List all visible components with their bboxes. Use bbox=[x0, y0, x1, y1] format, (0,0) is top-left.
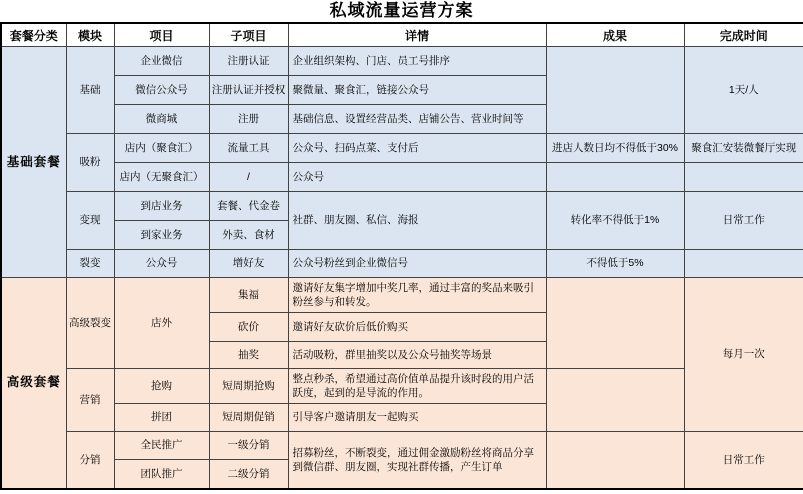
table-row bbox=[1, 278, 803, 313]
time-cell: 聚食汇安装微餐厅实现 bbox=[684, 134, 803, 163]
subproject-cell: 套餐、代金卷 bbox=[209, 192, 288, 221]
result-cell bbox=[546, 369, 684, 432]
detail-cell: 公众号、扫码点菜、支付后 bbox=[288, 134, 546, 163]
column-header-detail: 详情 bbox=[288, 23, 546, 47]
project-cell: 店外 bbox=[114, 278, 209, 369]
detail-cell: 活动吸粉，群里抽奖以及公众号抽奖等场景 bbox=[288, 342, 546, 369]
detail-cell: 邀请好友砍价后低价购买 bbox=[288, 313, 546, 342]
result-cell: 转化率不得低于1% bbox=[546, 192, 684, 250]
detail-cell: 招募粉丝，不断裂变，通过佣金激励粉丝将商品分享到微信群、朋友圈，实现社群传播，产生订单 bbox=[288, 432, 546, 489]
subproject-cell: 短周期促销 bbox=[209, 404, 288, 432]
result-cell bbox=[546, 432, 684, 489]
detail-cell: 企业组织架构、门店、员工号排序 bbox=[288, 47, 546, 76]
detail-cell: 社群、朋友圈、私信、海报 bbox=[288, 192, 546, 250]
project-cell: 抢购 bbox=[114, 369, 209, 404]
module-cell: 吸粉 bbox=[66, 134, 114, 192]
subproject-cell: 抽奖 bbox=[209, 342, 288, 369]
project-cell: 店内（聚食汇） bbox=[114, 134, 209, 163]
detail-cell: 聚微量、聚食汇，链接公众号 bbox=[288, 76, 546, 105]
table-row bbox=[1, 369, 803, 404]
detail-cell: 邀请好友集字增加中奖几率，通过丰富的奖品来吸引粉丝参与和转发。 bbox=[288, 278, 546, 313]
column-header-time: 完成时间 bbox=[684, 23, 803, 47]
result-cell: 进店人数日均不得低于30% bbox=[546, 134, 684, 163]
table-row bbox=[1, 134, 803, 163]
subproject-cell: 短周期抢购 bbox=[209, 369, 288, 404]
subproject-cell: / bbox=[209, 163, 288, 192]
project-cell: 店内（无聚食汇） bbox=[114, 163, 209, 192]
time-cell: 日常工作 bbox=[684, 192, 803, 250]
detail-cell: 基础信息、设置经营品类、店铺公告、营业时间等 bbox=[288, 105, 546, 134]
table-row bbox=[1, 47, 803, 76]
result-cell bbox=[546, 47, 684, 134]
project-cell: 公众号 bbox=[114, 250, 209, 278]
module-cell: 变现 bbox=[66, 192, 114, 250]
time-cell bbox=[684, 250, 803, 278]
subproject-cell: 二级分销 bbox=[209, 460, 288, 489]
column-header-subproject: 子项目 bbox=[209, 23, 288, 47]
column-header-module: 模块 bbox=[66, 23, 114, 47]
category-cell: 基础套餐 bbox=[1, 47, 66, 278]
result-cell: 不得低于5% bbox=[546, 250, 684, 278]
project-cell: 微商城 bbox=[114, 105, 209, 134]
column-header-result: 成果 bbox=[546, 23, 684, 47]
table-row bbox=[1, 163, 803, 192]
subproject-cell: 集福 bbox=[209, 278, 288, 313]
subproject-cell: 增好友 bbox=[209, 250, 288, 278]
project-cell: 拼团 bbox=[114, 404, 209, 432]
time-cell: 日常工作 bbox=[684, 432, 803, 489]
time-cell: 1天/人 bbox=[684, 47, 803, 134]
page-title: 私域流量运营方案 bbox=[329, 1, 474, 20]
project-cell: 团队推广 bbox=[114, 460, 209, 489]
subproject-cell: 外卖、食材 bbox=[209, 221, 288, 250]
category-cell: 高级套餐 bbox=[1, 278, 66, 489]
table-row bbox=[1, 432, 803, 460]
detail-cell: 引导客户邀请朋友一起购买 bbox=[288, 404, 546, 432]
subproject-cell: 注册认证 bbox=[209, 47, 288, 76]
project-cell: 微信公众号 bbox=[114, 76, 209, 105]
header-row bbox=[1, 23, 803, 47]
project-cell: 企业微信 bbox=[114, 47, 209, 76]
module-cell: 基础 bbox=[66, 47, 114, 134]
subproject-cell: 一级分销 bbox=[209, 432, 288, 460]
module-cell: 分销 bbox=[66, 432, 114, 489]
subproject-cell: 砍价 bbox=[209, 313, 288, 342]
module-cell: 高级裂变 bbox=[66, 278, 114, 369]
result-cell bbox=[546, 163, 684, 192]
project-cell: 到家业务 bbox=[114, 221, 209, 250]
column-header-project: 项目 bbox=[114, 23, 209, 47]
result-cell bbox=[546, 278, 684, 369]
time-cell: 每月一次 bbox=[684, 278, 803, 432]
module-cell: 裂变 bbox=[66, 250, 114, 278]
time-cell bbox=[684, 163, 803, 192]
table-row bbox=[1, 250, 803, 278]
subproject-cell: 注册 bbox=[209, 105, 288, 134]
module-cell: 营销 bbox=[66, 369, 114, 432]
project-cell: 到店业务 bbox=[114, 192, 209, 221]
project-cell: 全民推广 bbox=[114, 432, 209, 460]
plan-table bbox=[0, 22, 803, 490]
detail-cell: 整点秒杀，希望通过高价值单品提升该时段的用户活跃度，起到的是导流的作用。 bbox=[288, 369, 546, 404]
table-row bbox=[1, 192, 803, 221]
detail-cell: 公众号 bbox=[288, 163, 546, 192]
column-header-category: 套餐分类 bbox=[1, 23, 66, 47]
subproject-cell: 注册认证并授权 bbox=[209, 76, 288, 105]
detail-cell: 公众号粉丝到企业微信号 bbox=[288, 250, 546, 278]
subproject-cell: 流量工具 bbox=[209, 134, 288, 163]
